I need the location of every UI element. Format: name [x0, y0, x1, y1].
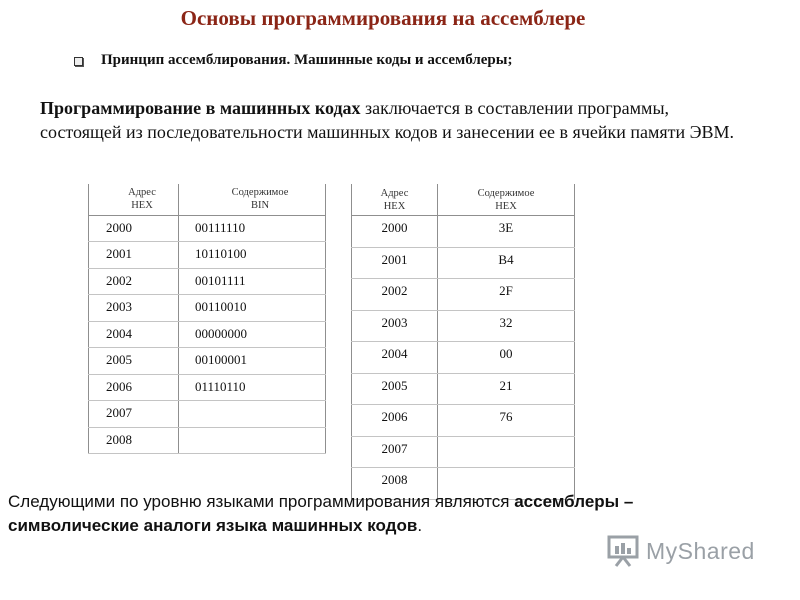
content-cell: 21 [438, 373, 575, 405]
table-row [89, 321, 326, 348]
address-cell: 2005 [352, 373, 438, 405]
address-cell: 2001 [89, 242, 179, 269]
table-row [352, 216, 575, 248]
intro-paragraph [40, 96, 740, 144]
machine-code-hex-table [351, 184, 575, 500]
content-cell: 2F [438, 279, 575, 311]
content-cell: B4 [438, 247, 575, 279]
content-cell: 01110110 [179, 374, 326, 401]
table-row [89, 374, 326, 401]
content-cell: 10110100 [179, 242, 326, 269]
table-row [352, 310, 575, 342]
address-cell: 2007 [352, 436, 438, 468]
address-cell: 2008 [352, 468, 438, 500]
myshared-logo[interactable] [606, 534, 755, 568]
address-cell: 2000 [352, 216, 438, 248]
conclusion-paragraph [8, 490, 708, 538]
content-cell [179, 401, 326, 428]
conclusion-bold: ассемблеры – символические аналоги языка машинных кодов [8, 492, 634, 535]
slide-title: Основы программирования на ассемблере [180, 6, 586, 30]
address-cell: 2002 [352, 279, 438, 311]
content-cell: 00110010 [179, 295, 326, 322]
address-cell: 2003 [352, 310, 438, 342]
address-cell: 2001 [352, 247, 438, 279]
content-cell: 00111110 [179, 215, 326, 242]
address-cell: 2005 [89, 348, 179, 375]
conclusion-part1: Следующими по уровню языками программирования являются [8, 492, 515, 511]
address-header: Адрес HEX [352, 184, 438, 216]
content-cell: 00000000 [179, 321, 326, 348]
address-cell: 2006 [352, 405, 438, 437]
table-row [89, 401, 326, 428]
table-row [352, 373, 575, 405]
content-cell: 76 [438, 405, 575, 437]
table-row [89, 215, 326, 242]
address-cell: 2007 [89, 401, 179, 428]
content-cell: 32 [438, 310, 575, 342]
table-row [352, 342, 575, 374]
content-header: Содержимое HEX [438, 184, 575, 216]
bullet-item [74, 52, 512, 69]
table-header-row [89, 184, 326, 215]
table-row [352, 436, 575, 468]
table-row [89, 295, 326, 322]
conclusion-part2: . [417, 516, 423, 535]
content-cell: 00 [438, 342, 575, 374]
content-header: Содержимое BIN [179, 184, 326, 215]
content-cell [438, 436, 575, 468]
address-cell: 2002 [89, 268, 179, 295]
table-row [89, 427, 326, 454]
table-row [352, 247, 575, 279]
table-row [352, 405, 575, 437]
content-cell: 00100001 [179, 348, 326, 375]
presentation-board-icon [606, 534, 640, 568]
bullet-text: Принцип ассемблирования. Машинные коды и ассемблеры; [101, 52, 513, 68]
address-header: Адрес HEX [89, 184, 179, 215]
table-header-row [352, 184, 575, 216]
address-cell: 2003 [89, 295, 179, 322]
intro-bold-term: Программирование в машинных кодах [40, 98, 361, 118]
square-bullet-icon [74, 57, 83, 66]
content-cell: 00101111 [179, 268, 326, 295]
machine-code-bin-table [88, 184, 326, 454]
table-row [89, 268, 326, 295]
table-row [89, 348, 326, 375]
content-cell [179, 427, 326, 454]
intro-rest: заключается в составлении программы, состоящей из последовательности машинных кодов и занесении ее в ячейки памяти ЭВМ. [40, 98, 735, 142]
table-row [89, 242, 326, 269]
content-cell: 3E [438, 216, 575, 248]
address-cell: 2008 [89, 427, 179, 454]
address-cell: 2004 [89, 321, 179, 348]
address-cell: 2000 [89, 215, 179, 242]
address-cell: 2006 [89, 374, 179, 401]
logo-text: MyShared [646, 537, 755, 564]
address-cell: 2004 [352, 342, 438, 374]
table-row [352, 279, 575, 311]
